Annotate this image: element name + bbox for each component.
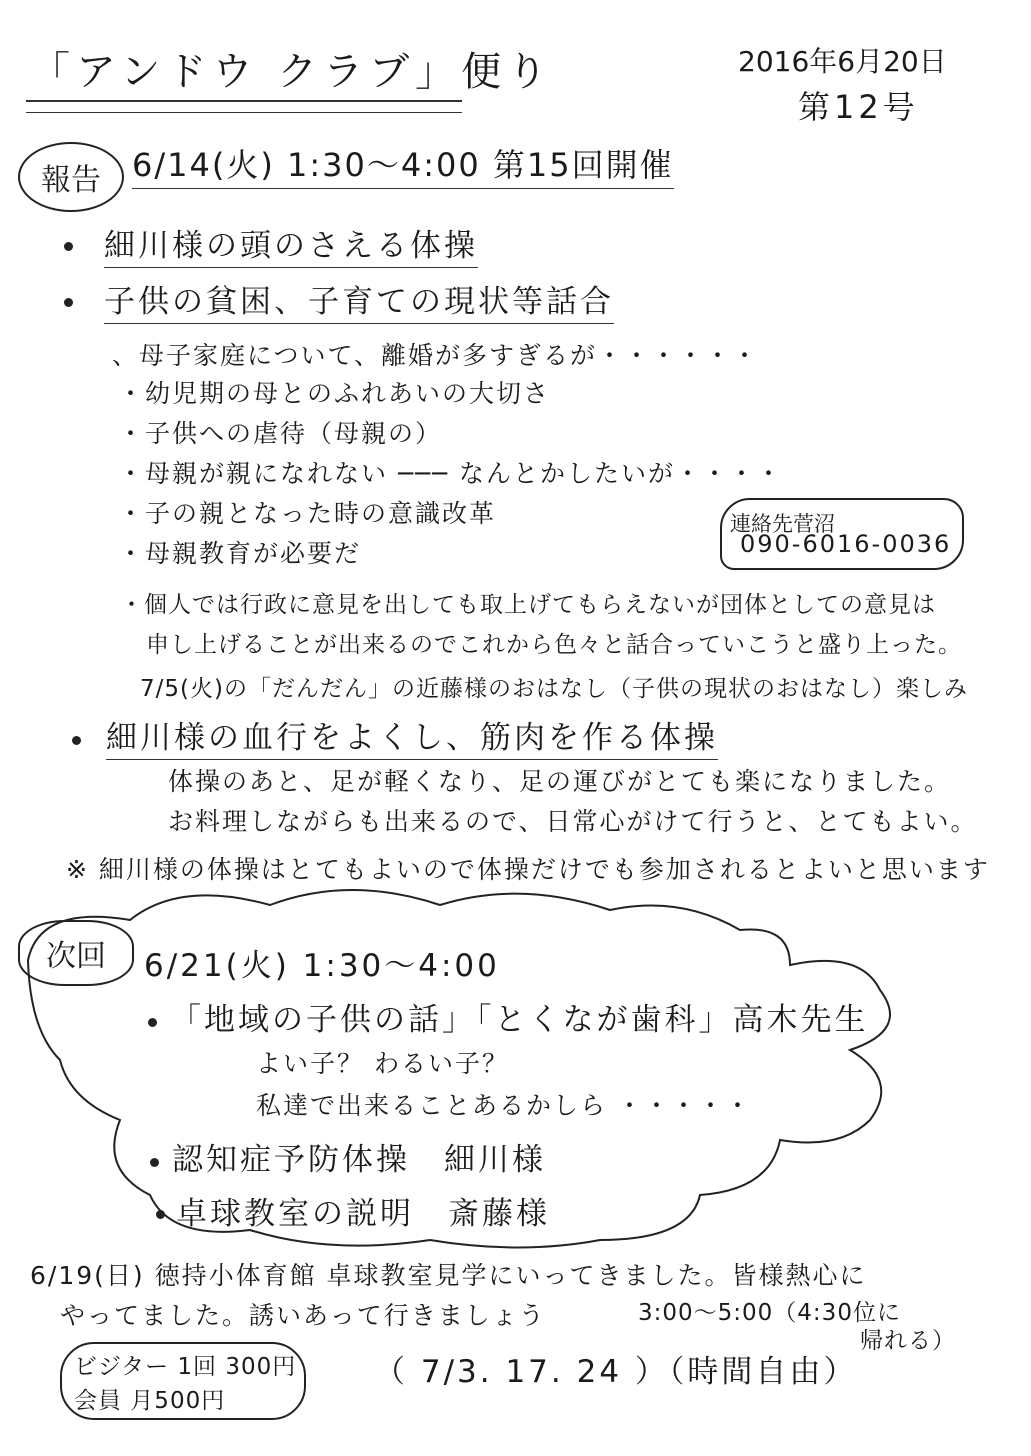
report-item-circulation-note2: お料理しながらも出来るので、日常心がけて行うと、とてもよい。 (168, 807, 978, 836)
next-label: 次回 (18, 920, 134, 986)
footer-line2: やってました。誘いあって行きましょう (60, 1301, 546, 1330)
next-item-talk-sub1: よい子？ わるい子？ (256, 1049, 509, 1078)
report-sub-7b: 申し上げることが出来るのでこれから色々と話合っていこうと盛り上った。 (146, 632, 962, 658)
report-sub-7a: ・個人では行政に意見を出しても取上げてもらえないが団体としての意見は (120, 592, 936, 618)
report-item-circulation-note1: 体操のあと、足が軽くなり、足の運びがとても楽になりました。 (168, 767, 952, 796)
footer-line1: 6/19(日) 徳持小体育館 卓球教室見学にいってきました。皆様熱心に (30, 1261, 867, 1290)
report-note: ※ 細川様の体操はとてもよいので体操だけでも参加されるとよいと思います (66, 855, 990, 884)
report-item-exercise-head: 細川様の頭のさえる体操 (104, 220, 478, 268)
report-sub-2: ・幼児期の母とのふれあいの大切さ (118, 379, 551, 408)
newsletter-title: 「アンドウ クラブ」便り (30, 49, 554, 95)
report-item-poverty: 子供の貧困、子育ての現状等話合 (104, 276, 614, 324)
issue-number: 第12号 (798, 88, 919, 126)
report-sub-1: 、母子家庭について、離婚が多すぎるが・・・・・・ (112, 341, 760, 370)
next-item-talk-sub2: 私達で出来ることあるかしら ・・・・・ (256, 1091, 752, 1120)
fee-member: 会員 月500円 (74, 1388, 226, 1414)
fee-visitor: ビジター 1回 300円 (74, 1354, 297, 1380)
report-label: 報告 (18, 142, 124, 212)
report-sub-5: ・子の親となった時の意識改革 (118, 499, 497, 528)
report-upcoming-talk: 7/5(火)の「だんだん」の近藤様のおはなし（子供の現状のおはなし）楽しみ (140, 676, 968, 702)
contact-phone: 090-6016-0036 (740, 530, 952, 558)
report-sub-6: ・母親教育が必要だ (118, 539, 362, 568)
report-heading: 6/14(火) 1:30〜4:00 第15回開催 (132, 140, 674, 189)
contact-label: 連絡先菅沼 (730, 512, 835, 536)
bullet-dot (150, 1158, 159, 1167)
report-sub-3: ・子供への虐待（母親の） (118, 419, 443, 448)
footer-time: 3:00〜5:00（4:30位に (638, 1300, 901, 1326)
bullet-dot (156, 1210, 165, 1219)
footer-dates: （ 7/3. 17. 24 ）（時間自由） (374, 1354, 858, 1390)
next-item-talk: 「地域の子供の話」「とくなが歯科」高木先生 (170, 1002, 869, 1038)
report-sub-4: ・母親が親になれない ─── なんとかしたいが・・・・ (118, 459, 784, 488)
footer-time-end: 帰れる） (860, 1328, 956, 1354)
next-item-dementia: 認知症予防体操 細川様 (172, 1142, 546, 1178)
issue-date: 2016年6月20日 (738, 45, 947, 78)
next-item-pingpong: 卓球教室の説明 斎藤様 (176, 1196, 550, 1232)
report-item-circulation: 細川様の血行をよくし、筋肉を作る体操 (106, 712, 718, 760)
next-heading: 6/21(火) 1:30〜4:00 (144, 948, 500, 984)
bullet-dot (148, 1018, 157, 1027)
